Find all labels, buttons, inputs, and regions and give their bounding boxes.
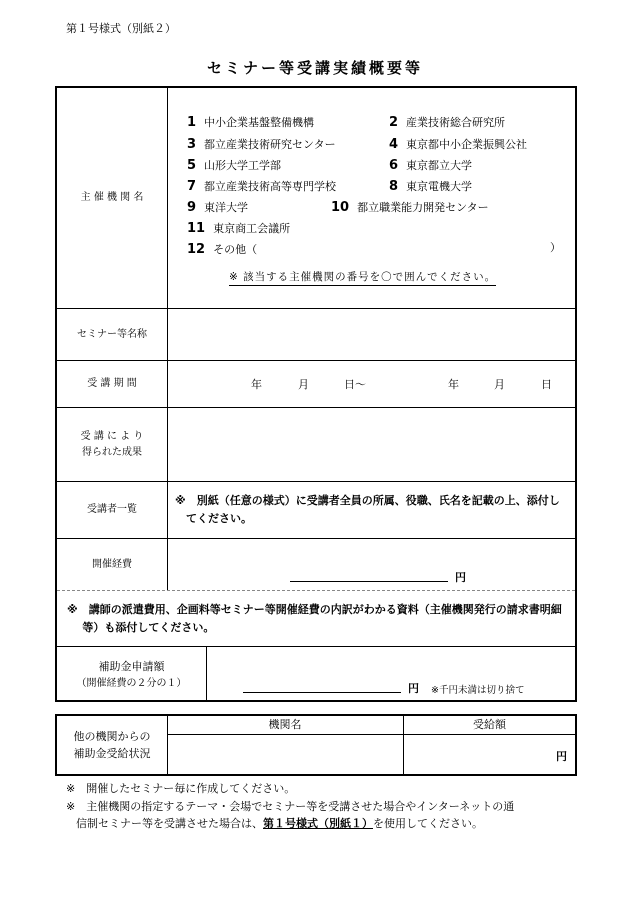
organizer-option-6[interactable] (389, 157, 472, 173)
col-amount-header: 受給額 (473, 718, 506, 731)
form-reference-link: 第１号様式（別紙１） (263, 817, 373, 831)
col-org-header: 機関名 (167, 716, 404, 734)
subsidy-label-line2: （開催経費の２分の１） (76, 677, 187, 689)
option-number: 8 (389, 179, 399, 194)
start-year-label: 年 (251, 378, 262, 391)
option-number: 4 (389, 137, 399, 152)
period-label (57, 361, 168, 407)
organizer-option-7[interactable] (187, 178, 336, 194)
option-name: 山形大学工学部 (204, 159, 282, 172)
expenses-unit: 円 (455, 571, 466, 584)
results-label-line1: 受 講 に よ り (80, 431, 144, 442)
other-subsidy-label (57, 716, 168, 774)
participants-note: ※ 別紙（任意の様式）に受講者全員の所属、役職、氏名を記載の上、添付してください。 (175, 494, 560, 525)
organizer-option-11[interactable] (187, 220, 290, 236)
results-label (57, 408, 168, 481)
footer-note-2-line1: ※ 主催機関の指定するテーマ・会場でセミナー等を受講させた場合やインターネットの通 (66, 799, 515, 813)
option-name: 中小企業基盤整備機構 (204, 116, 315, 129)
expenses-field[interactable] (167, 539, 575, 590)
participants-note-cell (167, 482, 575, 538)
expenses-note-row (57, 591, 575, 647)
end-month-label: 月 (494, 378, 505, 391)
other-subsidy-header-row (167, 716, 575, 735)
subsidy-unit: 円 (408, 682, 419, 695)
footer-note-2-line2 (66, 815, 514, 833)
option-name: 東京商工会議所 (213, 222, 291, 235)
other-org-field[interactable] (167, 735, 404, 774)
participants-label-text: 受講者一覧 (87, 504, 137, 516)
expenses-label-text: 開催経費 (92, 558, 132, 570)
option-name: 都立産業技術研究センター (204, 138, 336, 151)
option-number: 11 (187, 221, 206, 236)
option-name: 東洋大学 (204, 201, 249, 214)
expenses-row (57, 539, 575, 591)
results-field[interactable] (167, 408, 575, 481)
seminar-name-label-text: セミナー等名称 (77, 328, 147, 340)
start-day-label: 日～ (344, 378, 366, 391)
option-number: 12 (187, 242, 206, 257)
period-field[interactable] (167, 361, 575, 407)
seminar-name-field[interactable] (167, 309, 575, 360)
results-label-line2: 得られた成果 (82, 446, 142, 458)
option-number: 6 (389, 158, 399, 173)
subsidy-rounding-note: ※千円未満は切り捨て (431, 685, 525, 696)
results-row (57, 408, 575, 482)
option-number: 2 (389, 115, 399, 130)
expenses-note: ※ 講師の派遣費用、企画料等セミナー等開催経費の内訳がわかる資料（主催機関発行の請求書明細等）も添付してください。 (67, 603, 562, 634)
option-name: 東京都立大学 (406, 159, 473, 172)
seminar-name-label (57, 309, 168, 360)
option-name: 都立職業能力開発センター (357, 201, 489, 214)
start-month-label: 月 (298, 378, 309, 391)
option-name: 産業技術総合研究所 (406, 116, 506, 129)
option-number: 9 (187, 200, 197, 215)
option-number: 10 (331, 200, 350, 215)
expenses-amount-line (290, 581, 448, 582)
period-label-text: 受 講 期 間 (87, 378, 137, 390)
organizer-option-1[interactable] (187, 114, 314, 130)
subsidy-row (57, 647, 575, 702)
organizer-note: ※ 該当する主催機関の番号を〇で囲んでください。 (229, 269, 496, 286)
organizer-option-8[interactable] (389, 178, 472, 194)
footer-note-1: ※ 開催したセミナー毎に作成してください。 (66, 782, 296, 795)
option-name: 東京都中小企業振興公社 (406, 138, 528, 151)
end-day-label: 日 (541, 378, 552, 391)
footer-note-2-post: を使用してください。 (373, 817, 483, 831)
option-name: 都立産業技術高等専門学校 (204, 180, 337, 193)
footer-note-2-mid: 信制セミナー等を受講させた場合は、 (76, 817, 263, 831)
other-close-paren: ） (550, 241, 561, 254)
organizer-option-5[interactable] (187, 157, 281, 173)
other-subsidy-label-line2: 補助金受給状況 (73, 747, 151, 760)
organizer-option-10[interactable] (331, 199, 489, 215)
organizer-option-9[interactable] (187, 199, 248, 215)
organizer-option-12[interactable] (187, 241, 257, 257)
page-title: セミナー等受講実績概要等 (206, 59, 423, 77)
seminar-form (55, 86, 577, 702)
organizer-option-4[interactable] (389, 136, 527, 152)
organizer-row (57, 88, 575, 309)
organizer-option-2[interactable] (389, 114, 505, 130)
organizer-label-text: 主 催 機 関 名 (80, 192, 144, 204)
expenses-label (57, 539, 168, 590)
option-number: 7 (187, 179, 197, 194)
other-subsidy-table (55, 714, 577, 776)
subsidy-label (57, 647, 207, 702)
option-number: 1 (187, 115, 197, 130)
option-name: その他（ (213, 243, 258, 256)
subsidy-field[interactable] (206, 647, 575, 702)
other-subsidy-label-line1: 他の機関からの (73, 729, 151, 743)
participants-row (57, 482, 575, 539)
other-amount-unit: 円 (556, 750, 567, 763)
organizer-label (57, 88, 168, 308)
form-number-label: 第１号様式（別紙２） (66, 22, 176, 35)
option-name: 東京電機大学 (406, 180, 473, 193)
period-row (57, 361, 575, 408)
organizer-option-3[interactable] (187, 136, 336, 152)
option-number: 3 (187, 137, 197, 152)
participants-label (57, 482, 168, 538)
option-number: 5 (187, 158, 197, 173)
footer-notes (66, 780, 514, 833)
seminar-name-row (57, 309, 575, 361)
organizer-options[interactable] (167, 88, 575, 308)
end-year-label: 年 (448, 378, 459, 391)
other-subsidy-data-row (167, 735, 575, 774)
subsidy-label-line1: 補助金申請額 (98, 660, 165, 673)
other-amount-field[interactable] (404, 735, 575, 774)
subsidy-amount-line (243, 692, 401, 693)
